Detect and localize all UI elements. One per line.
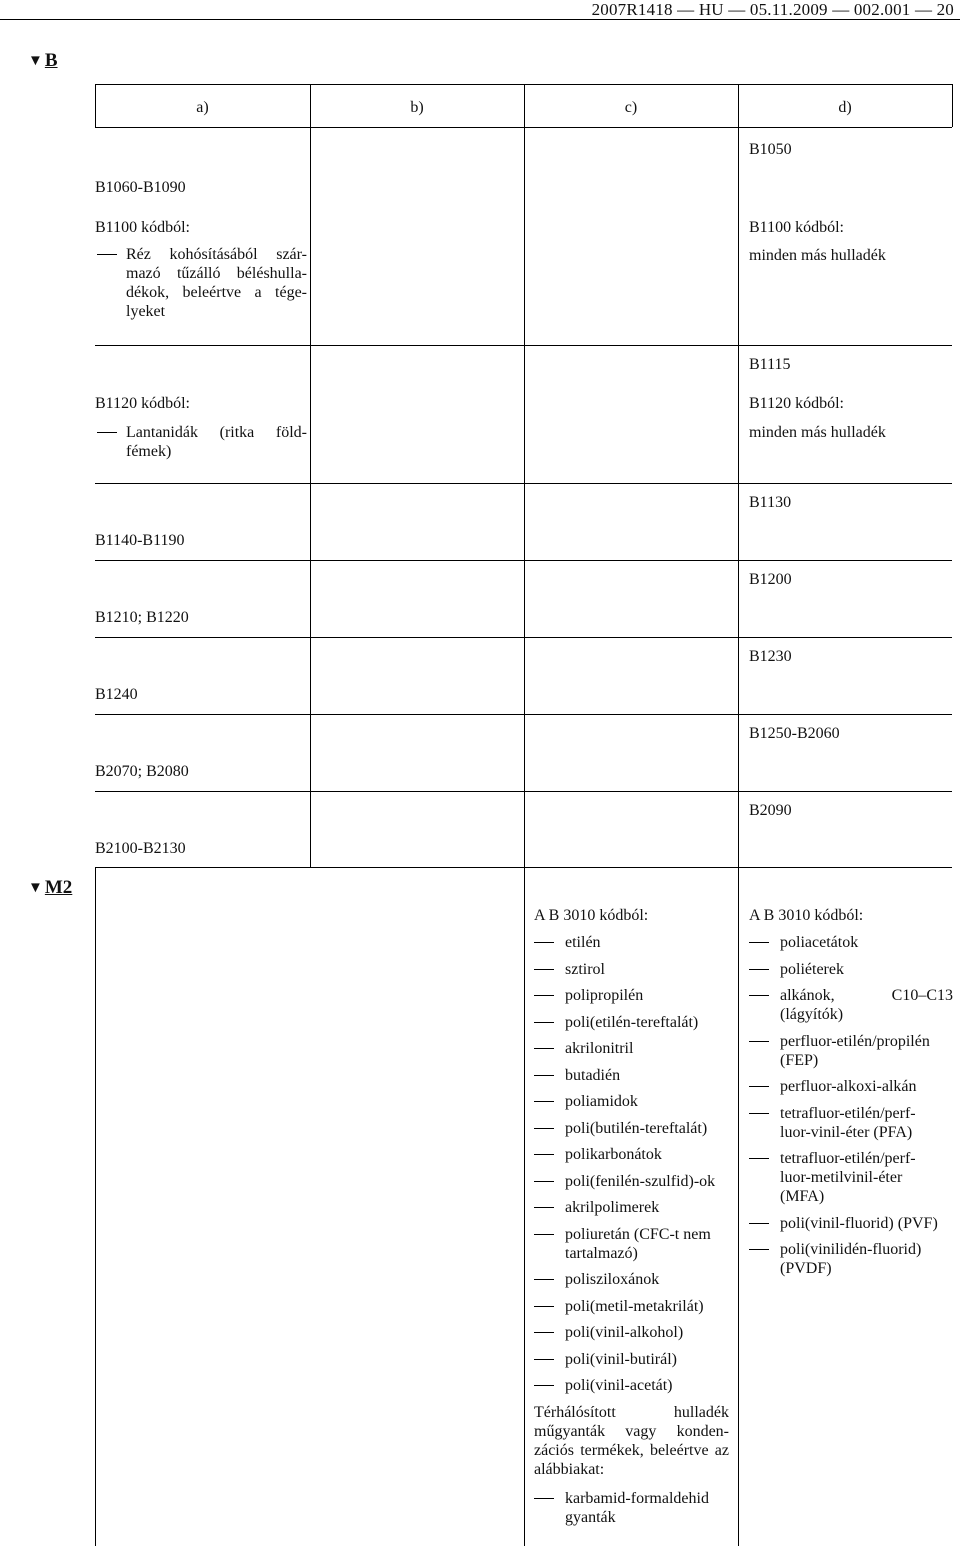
code-b1115: B1115 — [749, 356, 791, 373]
dash-mark — [534, 1385, 554, 1386]
list-item: poli(vinilidén-fluorid) (PVDF) — [780, 1241, 922, 1277]
list-item: akrilonitril — [565, 1040, 634, 1057]
column-header-d: d) — [838, 99, 852, 116]
list-item: etilén — [565, 934, 601, 951]
list-item: poli(vinil-alkohol) — [565, 1324, 684, 1341]
list-item: poli(etilén-tereftalát) — [565, 1013, 699, 1031]
list-item: alkánok, C10–C13 (lágyítók) — [780, 987, 953, 1023]
list-item: poli(metil-metakrilát) — [565, 1297, 704, 1315]
amendment-marker-m2 — [28, 877, 72, 899]
dash-mark — [534, 1101, 554, 1102]
dash-mark — [534, 1279, 554, 1280]
code-b1200: B1200 — [749, 571, 792, 588]
list-item: perfluor-alkoxi-alkán — [780, 1078, 917, 1095]
code-b2070-b2080: B2070; B2080 — [95, 763, 189, 780]
dash-mark — [534, 1128, 554, 1129]
dash-mark — [749, 1086, 769, 1087]
list-item: polikarbonátok — [565, 1146, 662, 1163]
dash-mark — [534, 1181, 554, 1182]
dash-mark — [534, 1075, 554, 1076]
column-header-a: a) — [196, 99, 209, 116]
code-b1140-b1190: B1140-B1190 — [95, 532, 185, 549]
list-item: poli(vinil-acetát) — [565, 1377, 673, 1394]
list-item: poli(fenilén-szulfid)-ok — [565, 1172, 716, 1190]
b1100-d-text: minden más hulladék — [749, 247, 886, 264]
list-item: perfluor-etilén/propilén (FEP) — [780, 1032, 930, 1069]
list-item: poli(vinil-butirál) — [565, 1350, 677, 1368]
dash-mark — [534, 1048, 554, 1049]
b1120-a-heading: B1120 kódból: — [95, 395, 190, 412]
b1120-a-item: Lantanidák (ritka föld-fémek) — [126, 424, 307, 460]
code-b1060-b1090: B1060-B1090 — [95, 179, 186, 196]
list-item: polipropilén — [565, 987, 644, 1004]
header-rule — [0, 19, 960, 20]
dash-mark — [534, 1306, 554, 1307]
list-item: poliamidok — [565, 1093, 638, 1110]
code-b1130: B1130 — [749, 494, 792, 511]
list-item: poliuretán (CFC-t nem tartalmazó) — [565, 1225, 711, 1262]
code-b2100-b2130: B2100-B2130 — [95, 840, 186, 857]
column-header-c: c) — [624, 99, 638, 116]
dash-mark — [749, 995, 769, 996]
m2-c-paragraph: Térhálósított hulladék műgyanták vagy konden-zációs termékek, beleértve az alábbiakat: — [534, 1403, 729, 1478]
list-item: tetrafluor-etilén/perf-luor-metilvinil-éter (MFA) — [780, 1150, 916, 1205]
triangle-down-icon: ▼ — [28, 53, 43, 69]
code-b1050: B1050 — [749, 141, 792, 158]
dash-mark — [749, 1158, 769, 1159]
b1120-d-text: minden más hulladék — [749, 424, 886, 441]
triangle-down-icon: ▼ — [28, 880, 43, 896]
marker-label: M2 — [44, 877, 73, 898]
dash-mark — [749, 1113, 769, 1114]
dash-mark — [534, 942, 554, 943]
dash-mark — [534, 995, 554, 996]
m2-d-heading: A B 3010 kódból: — [749, 907, 864, 924]
dash-mark — [97, 254, 117, 255]
list-item: poli(butilén-tereftalát) — [565, 1119, 708, 1137]
list-item: poli(vinil-fluorid) (PVF) — [780, 1214, 938, 1232]
dash-mark — [97, 432, 117, 433]
dash-mark — [749, 969, 769, 970]
b1120-d-heading: B1120 kódból: — [749, 395, 844, 412]
list-item: poliéterek — [780, 960, 844, 978]
list-item: sztirol — [565, 960, 605, 978]
dash-mark — [534, 969, 554, 970]
list-item: butadién — [565, 1066, 621, 1084]
list-item: poliacetátok — [780, 934, 859, 951]
code-b2090: B2090 — [749, 802, 792, 819]
dash-mark — [534, 1332, 554, 1333]
marker-label: B — [44, 50, 58, 71]
list-item: karbamid-formaldehid gyanták — [565, 1489, 709, 1526]
b1100-a-item: Réz kohósításából szár-mazó tűzálló béléshulla-dékok, beleértve a tége-lyeket — [126, 246, 307, 320]
dash-mark — [534, 1359, 554, 1360]
dash-mark — [534, 1498, 554, 1499]
list-item: polisziloxánok — [565, 1271, 660, 1288]
code-b1210-b1220: B1210; B1220 — [95, 609, 189, 626]
b1100-a-heading: B1100 kódból: — [95, 219, 190, 236]
b1100-d-heading: B1100 kódból: — [749, 219, 844, 236]
dash-mark — [534, 1154, 554, 1155]
list-item: tetrafluor-etilén/perf-luor-vinil-éter (PFA) — [780, 1104, 916, 1141]
running-head: 2007R1418 — HU — 05.11.2009 — 002.001 — 20 — [591, 0, 954, 19]
amendment-marker-b — [28, 50, 58, 72]
dash-mark — [534, 1234, 554, 1235]
code-b1250-b2060: B1250-B2060 — [749, 725, 840, 742]
dash-mark — [749, 1041, 769, 1042]
dash-mark — [749, 1223, 769, 1224]
dash-mark — [534, 1022, 554, 1023]
dash-mark — [534, 1207, 554, 1208]
column-header-b: b) — [410, 99, 424, 116]
dash-mark — [749, 942, 769, 943]
dash-mark — [749, 1249, 769, 1250]
code-b1230: B1230 — [749, 648, 792, 665]
code-b1240: B1240 — [95, 686, 138, 703]
m2-c-heading: A B 3010 kódból: — [534, 907, 649, 924]
list-item: akrilpolimerek — [565, 1199, 660, 1216]
